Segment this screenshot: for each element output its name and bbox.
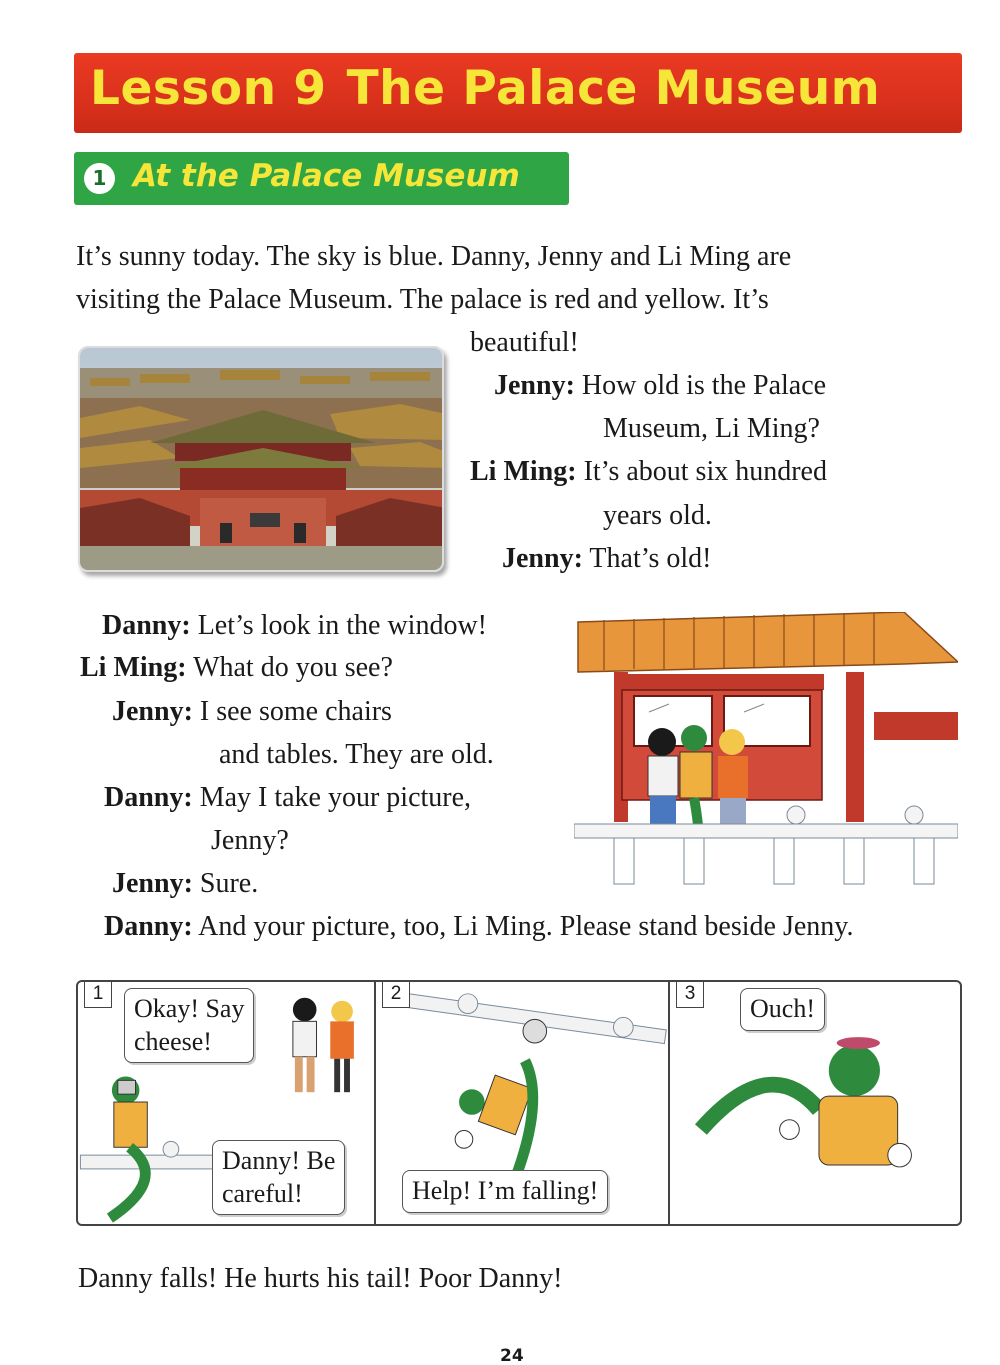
comic-panel-1 (78, 982, 374, 1224)
dialogue-bottom-5 (112, 867, 258, 901)
speech-bubble-help (402, 1170, 608, 1213)
lesson-title-text: The Palace Museum (346, 61, 881, 116)
page-number: 24 (500, 1346, 524, 1365)
closing-sentence: Danny falls! He hurts his tail! Poor Danny! (78, 1263, 563, 1294)
speech-bubble-be-careful (212, 1140, 345, 1215)
dialogue-text: I see some chairs (199, 696, 392, 727)
speaker-jenny: Jenny: (112, 868, 193, 899)
panel-number: 1 (84, 982, 112, 1008)
speaker-danny: Danny: (102, 610, 191, 641)
palace-photo-art (80, 348, 444, 572)
lesson-number-label: Lesson 9 (90, 61, 327, 116)
dialogue-text: Sure. (199, 868, 259, 899)
dialogue-bottom-4-line-2: Jenny? (211, 825, 289, 856)
dialogue-bottom-6 (104, 910, 853, 944)
dialogue-top-1-line-2: Museum, Li Ming? (603, 413, 820, 444)
dialogue-top-2-line-1 (470, 455, 827, 489)
dialogue-text: How old is the Palace (581, 370, 827, 401)
palace-museum-photo (78, 346, 444, 572)
section-number-badge: 1 (84, 163, 115, 194)
dialogue-text: It’s about six hundred (583, 456, 827, 487)
speaker-jenny: Jenny: (494, 370, 575, 401)
lesson-title (90, 61, 880, 116)
dialogue-bottom-3-line-2: and tables. They are old. (219, 739, 494, 770)
dialogue-text: Let’s look in the window! (197, 610, 487, 641)
lesson-title-bar (74, 53, 962, 133)
bubble-line: Help! I’m falling! (412, 1176, 599, 1205)
dialogue-top-3-line-1 (502, 542, 712, 576)
dialogue-text: May I take your picture, (199, 782, 472, 813)
panel-number: 3 (676, 982, 704, 1008)
comic-strip (76, 980, 962, 1226)
dialogue-top-2-line-2: years old. (603, 500, 712, 531)
dialogue-bottom-3-line-1 (112, 695, 392, 729)
speaker-danny: Danny: (104, 782, 193, 813)
intro-line-3: beautiful! (470, 327, 579, 358)
dialogue-text: That’s old! (589, 543, 712, 574)
comic-panel-3 (668, 982, 962, 1224)
speaker-jenny: Jenny: (502, 543, 583, 574)
speaker-danny: Danny: (104, 911, 193, 942)
bubble-line: cheese! (134, 1026, 212, 1056)
panel-number: 2 (382, 982, 410, 1008)
intro-line-2: visiting the Palace Museum. The palace is red and yellow. It’s (76, 284, 769, 315)
palace-window-illustration (574, 612, 958, 892)
bubble-line: Ouch! (750, 994, 815, 1023)
bubble-line: Okay! Say (134, 994, 245, 1023)
bubble-line: Danny! Be (222, 1146, 336, 1175)
speech-bubble-say-cheese (124, 988, 254, 1063)
speaker-li-ming: Li Ming: (470, 456, 577, 487)
dialogue-bottom-4-line-1 (104, 781, 471, 815)
speaker-jenny: Jenny: (112, 696, 193, 727)
comic-panel-2 (374, 982, 668, 1224)
dialogue-text: And your picture, too, Li Ming. Please stand beside Jenny. (198, 911, 854, 942)
section-tab (74, 152, 569, 205)
dialogue-bottom-1 (102, 609, 487, 643)
window-scene-art (574, 612, 958, 892)
section-title: At the Palace Museum (133, 158, 520, 194)
bubble-line: careful! (222, 1178, 303, 1208)
speaker-li-ming: Li Ming: (80, 652, 187, 683)
dialogue-top-1-line-1 (494, 369, 826, 403)
dialogue-text: What do you see? (193, 652, 393, 683)
intro-line-1: It’s sunny today. The sky is blue. Danny, Jenny and Li Ming are (76, 241, 792, 272)
dialogue-bottom-2 (80, 651, 393, 685)
speech-bubble-ouch (740, 988, 825, 1031)
